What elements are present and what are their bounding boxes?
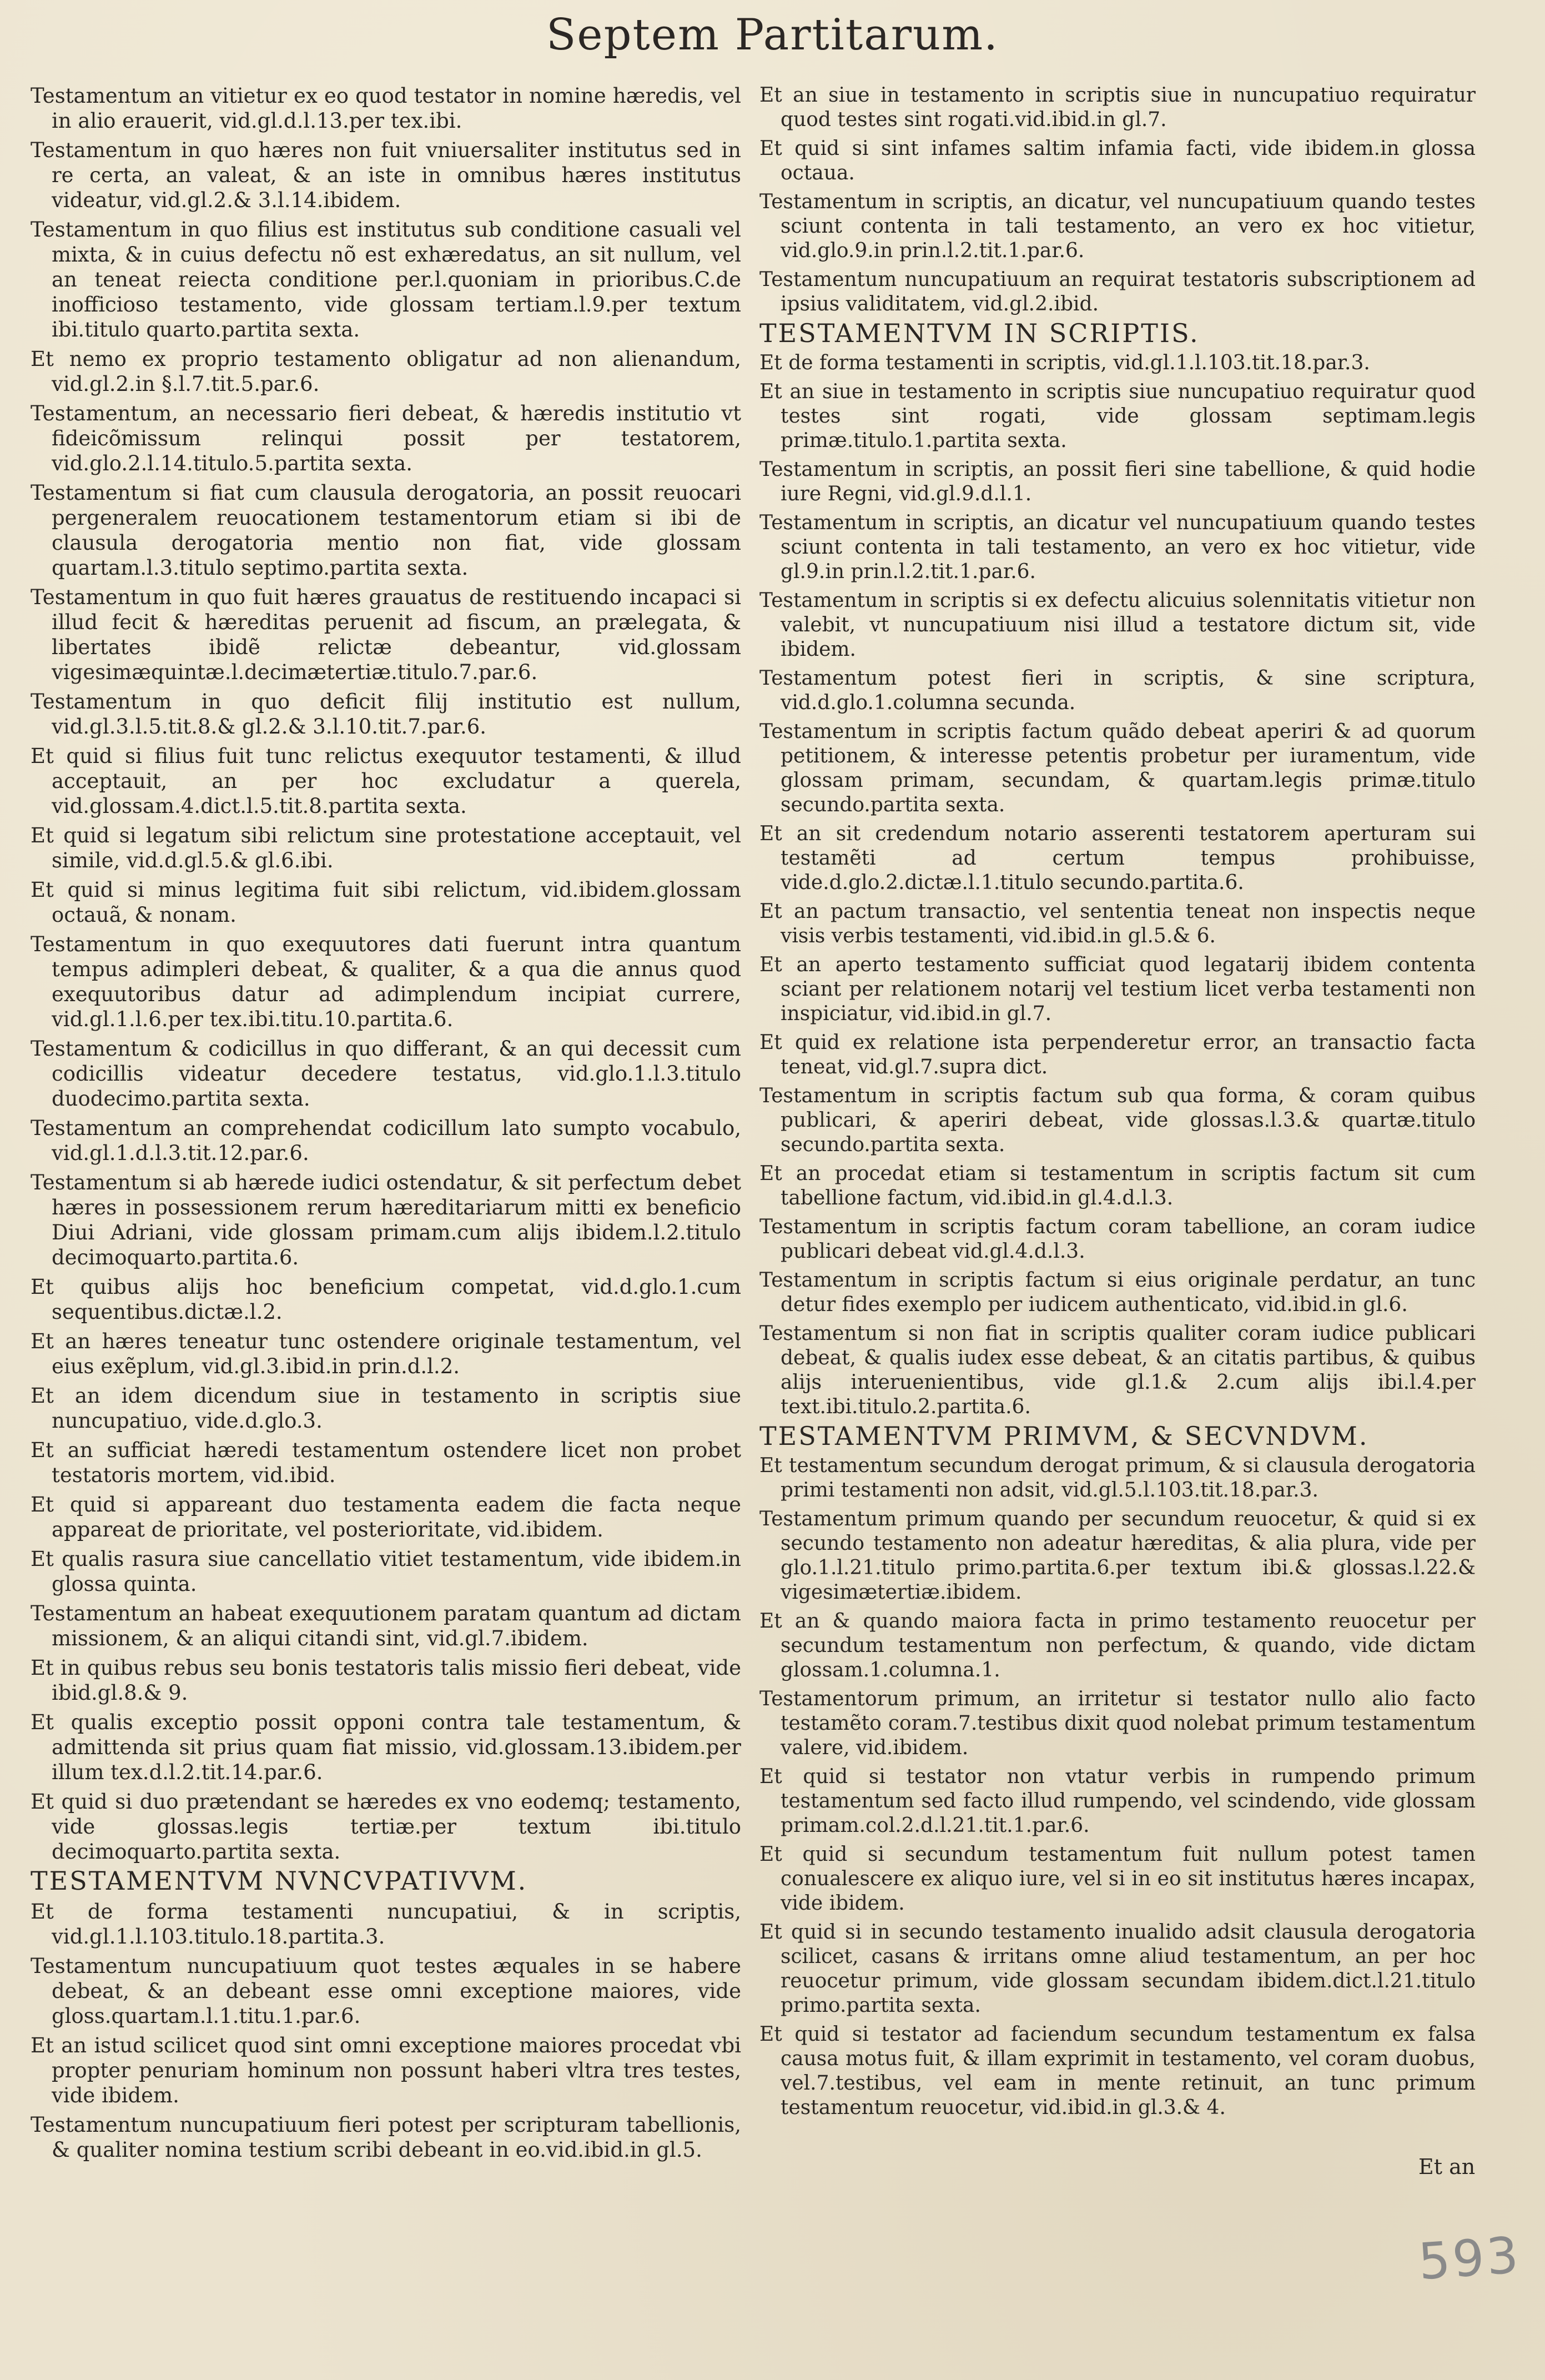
section-heading: TESTAMENTVM NVNCVPATIVVM. <box>31 1866 528 1896</box>
index-entry: Testamentum an comprehendat codicillum lato sumpto vocabulo, vid.gl.1.d.l.3.tit.12.par.6. <box>31 1116 741 1165</box>
index-entry: Testamentum si fiat cum clausula derogatoria, an possit reuocari pergeneralem reuocationem testamentorum etiam si ibi de clausula derogatoria mentio non fiat, vide glossam quartam.l.3.titulo septimo.partita sexta. <box>31 481 741 580</box>
index-entry: Testamentum nuncupatiuum fieri potest per scripturam tabellionis, & qualiter nomina testium scribi debeant in eo.vid.ibid.in gl.5. <box>31 2113 741 2162</box>
index-entry: Et quid si legatum sibi relictum sine protestatione acceptauit, vel simile, vid.d.gl.5.& gl.6.ibi. <box>31 824 741 872</box>
handwritten-folio-number: 593 <box>1416 2226 1523 2292</box>
index-entry: Testamentum in scriptis factum quãdo debeat aperiri & ad quorum petitionem, & interesse petentis probetur per iuramentum, vide glossam primam, secundam, & quartam.legis primæ.titulo secundo.partita sexta. <box>759 720 1476 816</box>
index-entry: Et an siue in testamento in scriptis siue in nuncupatiuo requiratur quod testes sint rogati.vid.ibid.in gl.7. <box>759 84 1476 131</box>
index-entry: Et quid ex relatione ista perpenderetur error, an transactio facta teneat, vid.gl.7.supra dict. <box>759 1031 1476 1078</box>
index-entry: Testamentum potest fieri in scriptis, & sine scriptura, vid.d.glo.1.columna secunda. <box>759 667 1476 714</box>
index-entry: Et quid si in secundo testamento inualido adsit clausula derogatoria scilicet, casans & irritans omne aliud testamentum, an per hoc reuocetur primum, vide glossam secundam ibidem.dict.l.21.titulo primo.partita sexta. <box>759 1921 1476 2017</box>
index-entry: Et an pactum transactio, vel sententia teneat non inspectis neque visis verbis testamenti, vid.ibid.in gl.5.& 6. <box>759 900 1476 947</box>
index-entry: Et an procedat etiam si testamentum in scriptis factum sit cum tabellione factum, vid.ibid.in gl.4.d.l.3. <box>759 1162 1476 1209</box>
index-entry: Et de forma testamenti in scriptis, vid.gl.1.l.103.tit.18.par.3. <box>759 352 1370 374</box>
index-entry: Testamentum in scriptis, an dicatur vel nuncupatiuum quando testes sciunt contenta in tali testamento, an vero ex hoc vitietur, vide gl.9.in prin.l.2.tit.1.par.6. <box>759 511 1476 583</box>
index-entry: Et an idem dicendum siue in testamento in scriptis siue nuncupatiuo, vide.d.glo.3. <box>31 1384 741 1433</box>
index-entry: Testamentum in quo exequutores dati fuerunt intra quantum tempus adimpleri debeat, & qualiter, & a qua die annus quod exequutoribus datur ad adimplendum incipiat currere, vid.gl.1.l.6.per tex.ibi.titu.10.partita.6. <box>31 932 741 1031</box>
index-entry: Testamentum in quo hæres non fuit vniuersaliter institutus sed in re certa, an valeat, & an iste in omnibus hæres institutus videatur, vid.gl.2.& 3.l.14.ibidem. <box>31 138 741 212</box>
index-entry: Et de forma testamenti nuncupatiui, & in scriptis, vid.gl.1.l.103.titulo.18.partita.3. <box>31 1900 741 1949</box>
index-entry: Et qualis rasura siue cancellatio vitiet testamentum, vide ibidem.in glossa quinta. <box>31 1547 741 1596</box>
index-entry: Testamentum si non fiat in scriptis qualiter coram iudice publicari debeat, & qualis iudex esse debeat, & an citatis partibus, & quibus alijs interuenientibus, vide gl.1.& 2.cum alijs ibi.l.4.per text.ibi.titulo.2.partita.6. <box>759 1322 1476 1418</box>
index-entry: Et quid si secundum testamentum fuit nullum potest tamen conualescere ex aliquo iure, vel si in eo sit institutus hæres incapax, vide ibidem. <box>759 1843 1476 1915</box>
index-entry: Testamentum in quo deficit filij institutio est nullum, vid.gl.3.l.5.tit.8.& gl.2.& 3.l.10.tit.7.par.6. <box>31 690 741 739</box>
index-entry: Testamentum an vitietur ex eo quod testator in nomine hæredis, vel in alio erauerit, vid.gl.d.l.13.per tex.ibi. <box>31 84 741 133</box>
index-entry: Testamentum primum quando per secundum reuocetur, & quid si ex secundo testamento non adeatur hæreditas, & alia plura, vide per glo.1.l.21.titulo primo.partita.6.per textum ibi.& glossas.l.22.& vigesimætertiæ.ibidem. <box>759 1508 1476 1604</box>
index-entry: Testamentum si ab hærede iudici ostendatur, & sit perfectum debet hæres in possessionem rerum hæreditariarum mitti ex beneficio Diui Adriani, vide glossam primam.cum alijs ibidem.l.2.titulo decimoquarto.partita.6. <box>31 1171 741 1269</box>
catchword: Et an <box>1418 2155 1476 2179</box>
index-entry: Et quid si testator non vtatur verbis in rumpendo primum testamentum sed facto illud rumpendo, vel scindendo, vide glossam primam.col.2.d.l.21.tit.1.par.6. <box>759 1765 1476 1837</box>
index-entry: Testamentum, an necessario fieri debeat, & hæredis institutio vt fideicõmissum relinqui possit per testatorem, vid.glo.2.l.14.titulo.5.partita sexta. <box>31 401 741 475</box>
index-entry: Et quibus alijs hoc beneficium competat, vid.d.glo.1.cum sequentibus.dictæ.l.2. <box>31 1275 741 1324</box>
left-column <box>31 83 741 2167</box>
index-entry: Testamentum nuncupatiuum an requirat testatoris subscriptionem ad ipsius validitatem, vid.gl.2.ibid. <box>759 268 1476 315</box>
index-entry: Testamentum in scriptis, an possit fieri sine tabellione, & quid hodie iure Regni, vid.gl.9.d.l.1. <box>759 458 1476 505</box>
index-entry: Et an aperto testamento sufficiat quod legatarij ibidem contenta sciant per relationem notarij vel testium licet verba testamenti non inspiciatur, vid.ibid.in gl.7. <box>759 953 1476 1025</box>
index-entry: Et quid si duo prætendant se hæredes ex vno eodemq; testamento, vide glossas.legis tertiæ.per textum ibi.titulo decimoquarto.partita sexta. <box>31 1790 741 1864</box>
index-entry: Testamentum in scriptis si ex defectu alicuius solennitatis vitietur non valebit, vt nuncupatiuum nisi illud a testatore dictum sit, vide ibidem. <box>759 589 1476 661</box>
section-heading: TESTAMENTVM IN SCRIPTIS. <box>759 318 1200 348</box>
index-entry: Et an hæres teneatur tunc ostendere originale testamentum, vel eius exẽplum, vid.gl.3.ibid.in prin.d.l.2. <box>31 1329 741 1378</box>
index-entry: Testamentum in quo fuit hæres grauatus de restituendo incapaci si illud fecit & hæreditas peruenit ad fiscum, an prælegata, & libertates ibidẽ relictæ debeantur, vid.glossam vigesimæquintæ.l.decimætertiæ.titulo.7.par.6. <box>31 585 741 684</box>
index-entry: Et an sufficiat hæredi testamentum ostendere licet non probet testatoris mortem, vid.ibid. <box>31 1438 741 1487</box>
index-entry: Et nemo ex proprio testamento obligatur ad non alienandum, vid.gl.2.in §.l.7.tit.5.par.6. <box>31 347 741 396</box>
index-entry: Testamentum in scriptis factum sub qua forma, & coram quibus publicari, & aperiri debeat, vide glossas.l.3.& quartæ.titulo secundo.partita sexta. <box>759 1084 1476 1156</box>
index-entry: Testamentum an habeat exequutionem paratam quantum ad dictam missionem, & an aliqui citandi sint, vid.gl.7.ibidem. <box>31 1601 741 1650</box>
section-heading: TESTAMENTVM PRIMVM, & SECVNDVM. <box>759 1421 1369 1451</box>
index-entry: Testamentum & codicillus in quo differant, & an qui decessit cum codicillis videatur decedere testatus, vid.glo.1.l.3.titulo duodecimo.partita sexta. <box>31 1037 741 1111</box>
index-entry: Testamentum in scriptis factum coram tabellione, an coram iudice publicari debeat vid.gl.4.d.l.3. <box>759 1216 1476 1263</box>
index-entry: Testamentum in scriptis factum si eius originale perdatur, an tunc detur fides exemplo per iudicem authenticato, vid.ibid.in gl.6. <box>759 1269 1476 1316</box>
index-entry: Et quid si sint infames saltim infamia facti, vide ibidem.in glossa octaua. <box>759 137 1476 184</box>
index-entry: Et an & quando maiora facta in primo testamento reuocetur per secundum testamentum non perfectum, & quando, vide dictam glossam.1.columna.1. <box>759 1610 1476 1681</box>
index-entry: Et an istud scilicet quod sint omni exceptione maiores procedat vbi propter penuriam hominum non possunt haberi vltra tres testes, vide ibidem. <box>31 2033 741 2107</box>
running-head: Septem Partitarum. <box>546 10 999 60</box>
index-entry: Testamentorum primum, an irritetur si testator nullo alio facto testamẽto coram.7.testibus dixit quod nolebat primum testamentum valere, vid.ibidem. <box>759 1688 1476 1759</box>
index-entry: Et quid si testator ad faciendum secundum testamentum ex falsa causa motus fuit, & illam exprimit in testamento, vel coram duobus, vel.7.testibus, vel eam in mente retinuit, an tunc primum testamentum reuocetur, vid.ibid.in gl.3.& 4. <box>759 2023 1476 2119</box>
index-entry: Testamentum in scriptis, an dicatur, vel nuncupatiuum quando testes sciunt contenta in tali testamento, an vero ex hoc vitietur, vid.glo.9.in prin.l.2.tit.1.par.6. <box>759 190 1476 262</box>
right-column <box>759 83 1476 2125</box>
index-entry: Et quid si minus legitima fuit sibi relictum, vid.ibidem.glossam octauã, & nonam. <box>31 878 741 927</box>
index-entry: Et an sit credendum notario asserenti testatorem aperturam sui testamẽti ad certum tempus prohibuisse, vide.d.glo.2.dictæ.l.1.titulo secundo.partita.6. <box>759 822 1476 894</box>
index-entry: Testamentum in quo filius est institutus sub conditione casuali vel mixta, & in cuius defectu nõ est exhæredatus, an sit nullum, vel an teneat reiecta conditione per.l.quoniam in prioribus.C.de inofficioso testamento, vide glossam tertiam.l.9.per textum ibi.titulo quarto.partita sexta. <box>31 218 741 342</box>
index-entry: Testamentum nuncupatiuum quot testes æquales in se habere debeat, & an debeant esse omni exceptione maiores, vide gloss.quartam.l.1.titu.1.par.6. <box>31 1954 741 2028</box>
index-entry: Et quid si filius fuit tunc relictus exequutor testamenti, & illud acceptauit, an per hoc excludatur a querela, vid.glossam.4.dict.l.5.tit.8.partita sexta. <box>31 744 741 818</box>
index-entry: Et an siue in testamento in scriptis siue nuncupatiuo requiratur quod testes sint rogati, vide glossam septimam.legis primæ.titulo.1.partita sexta. <box>759 380 1476 452</box>
index-entry: Et in quibus rebus seu bonis testatoris talis missio fieri debeat, vide ibid.gl.8.& 9. <box>31 1656 741 1705</box>
index-entry: Et quid si appareant duo testamenta eadem die facta neque appareat de prioritate, vel posterioritate, vid.ibidem. <box>31 1493 741 1542</box>
index-entry: Et testamentum secundum derogat primum, & si clausula derogatoria primi testamenti non adsit, vid.gl.5.l.103.tit.18.par.3. <box>759 1454 1476 1502</box>
index-entry: Et qualis exceptio possit opponi contra tale testamentum, & admittenda sit prius quam fiat missio, vid.glossam.13.ibidem.per illum tex.d.l.2.tit.14.par.6. <box>31 1710 741 1784</box>
